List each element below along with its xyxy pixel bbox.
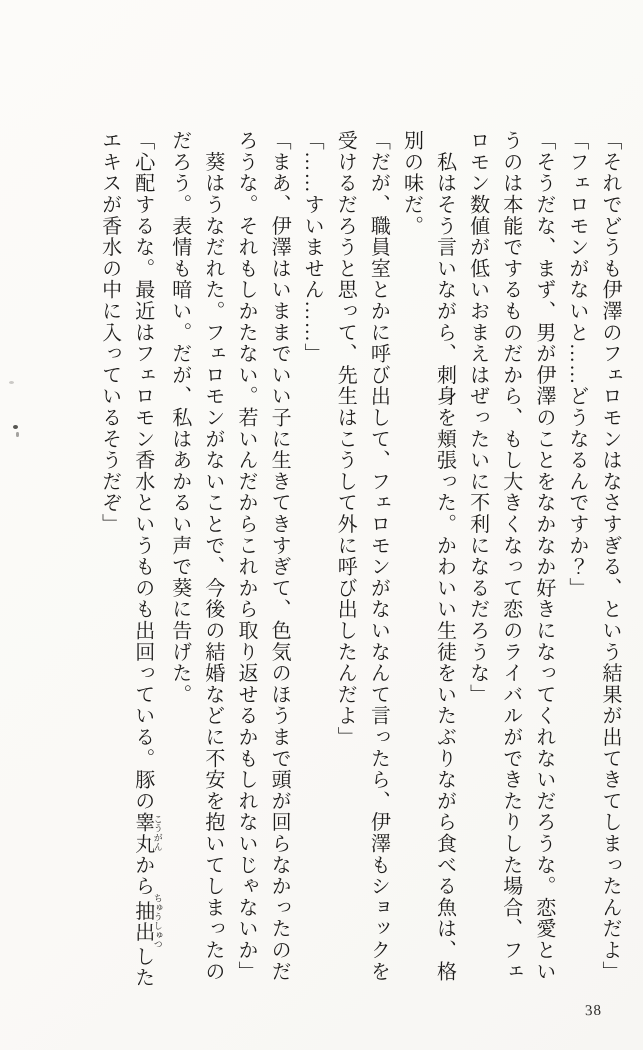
text-column-14: だろう。表情も暗い。だが、私はあかるい声で葵に告げた。: [168, 130, 191, 706]
text-column-15: [126, 130, 163, 990]
text-column-9: 受けるだろうと思って、先生はこうして外に呼び出したんだよ」: [334, 130, 357, 748]
ruby-reading: ちゅうしゅつ: [152, 893, 163, 949]
text-column-8: 「だが、職員室とかに呼び出して、フェロモンがないなんて言ったら、伊澤もショックを: [367, 130, 390, 982]
scan-speck: [16, 432, 19, 437]
text-column-2: 「フェロモンがないと……どうなるんですか？」: [565, 130, 588, 599]
text-column-10: 「……すいません……」: [301, 130, 324, 365]
text-column-7: 別の味だ。: [400, 130, 423, 237]
ruby-reading: こうがん: [152, 811, 163, 855]
text-column-3: 「そうだな、まず、男が伊澤のことをなかなか好きになってくれないだろうな。恋愛とい: [532, 130, 555, 982]
ruby-base: 睾丸: [131, 811, 154, 855]
page-text-block: [93, 130, 627, 990]
text-column-1: 「それでどうも伊澤のフェロモンはなさすぎる、という結果が出てきてしまったんだよ」: [599, 130, 621, 982]
text-column-12: ろうな。それもしかたない。若いんだからこれから取り返せるかもしれないじゃないか」: [234, 130, 257, 982]
text-column-6: 私はそう言いながら、刺身を頬張った。かわいい生徒をいたぶりながら食べる魚は、格: [433, 130, 456, 982]
text-column-5: ロモン数値が低いおまえはぜったいに不利になるだろうな」: [466, 130, 489, 706]
scan-speck: [9, 381, 14, 384]
scan-speck: [13, 425, 18, 429]
text-run: 「心配するな。最近はフェロモン香水というものも出回っている。豚の: [131, 130, 154, 812]
text-run: した: [131, 945, 154, 989]
furigana-chuushutsu: [131, 893, 163, 949]
text-run: から: [131, 854, 154, 897]
furigana-kougan: [131, 811, 163, 855]
text-column-4: うのは本能でするものだから、もし大きくなって恋のライバルができたりした場合、フェ: [499, 130, 522, 982]
ruby-base: 抽出: [131, 893, 154, 949]
text-column-11: 「まあ、伊澤はいままでいい子に生きてきすぎて、色気のほうまで頭が回らなかったのだ: [268, 130, 291, 982]
text-column-16: エキスが香水の中に入っているそうだぞ」: [98, 130, 121, 535]
page-number: 38: [584, 1002, 603, 1020]
text-column-13: 葵はうなだれた。フェロモンがないことで、今後の結婚などに不安を抱いてしまったの: [201, 130, 224, 982]
